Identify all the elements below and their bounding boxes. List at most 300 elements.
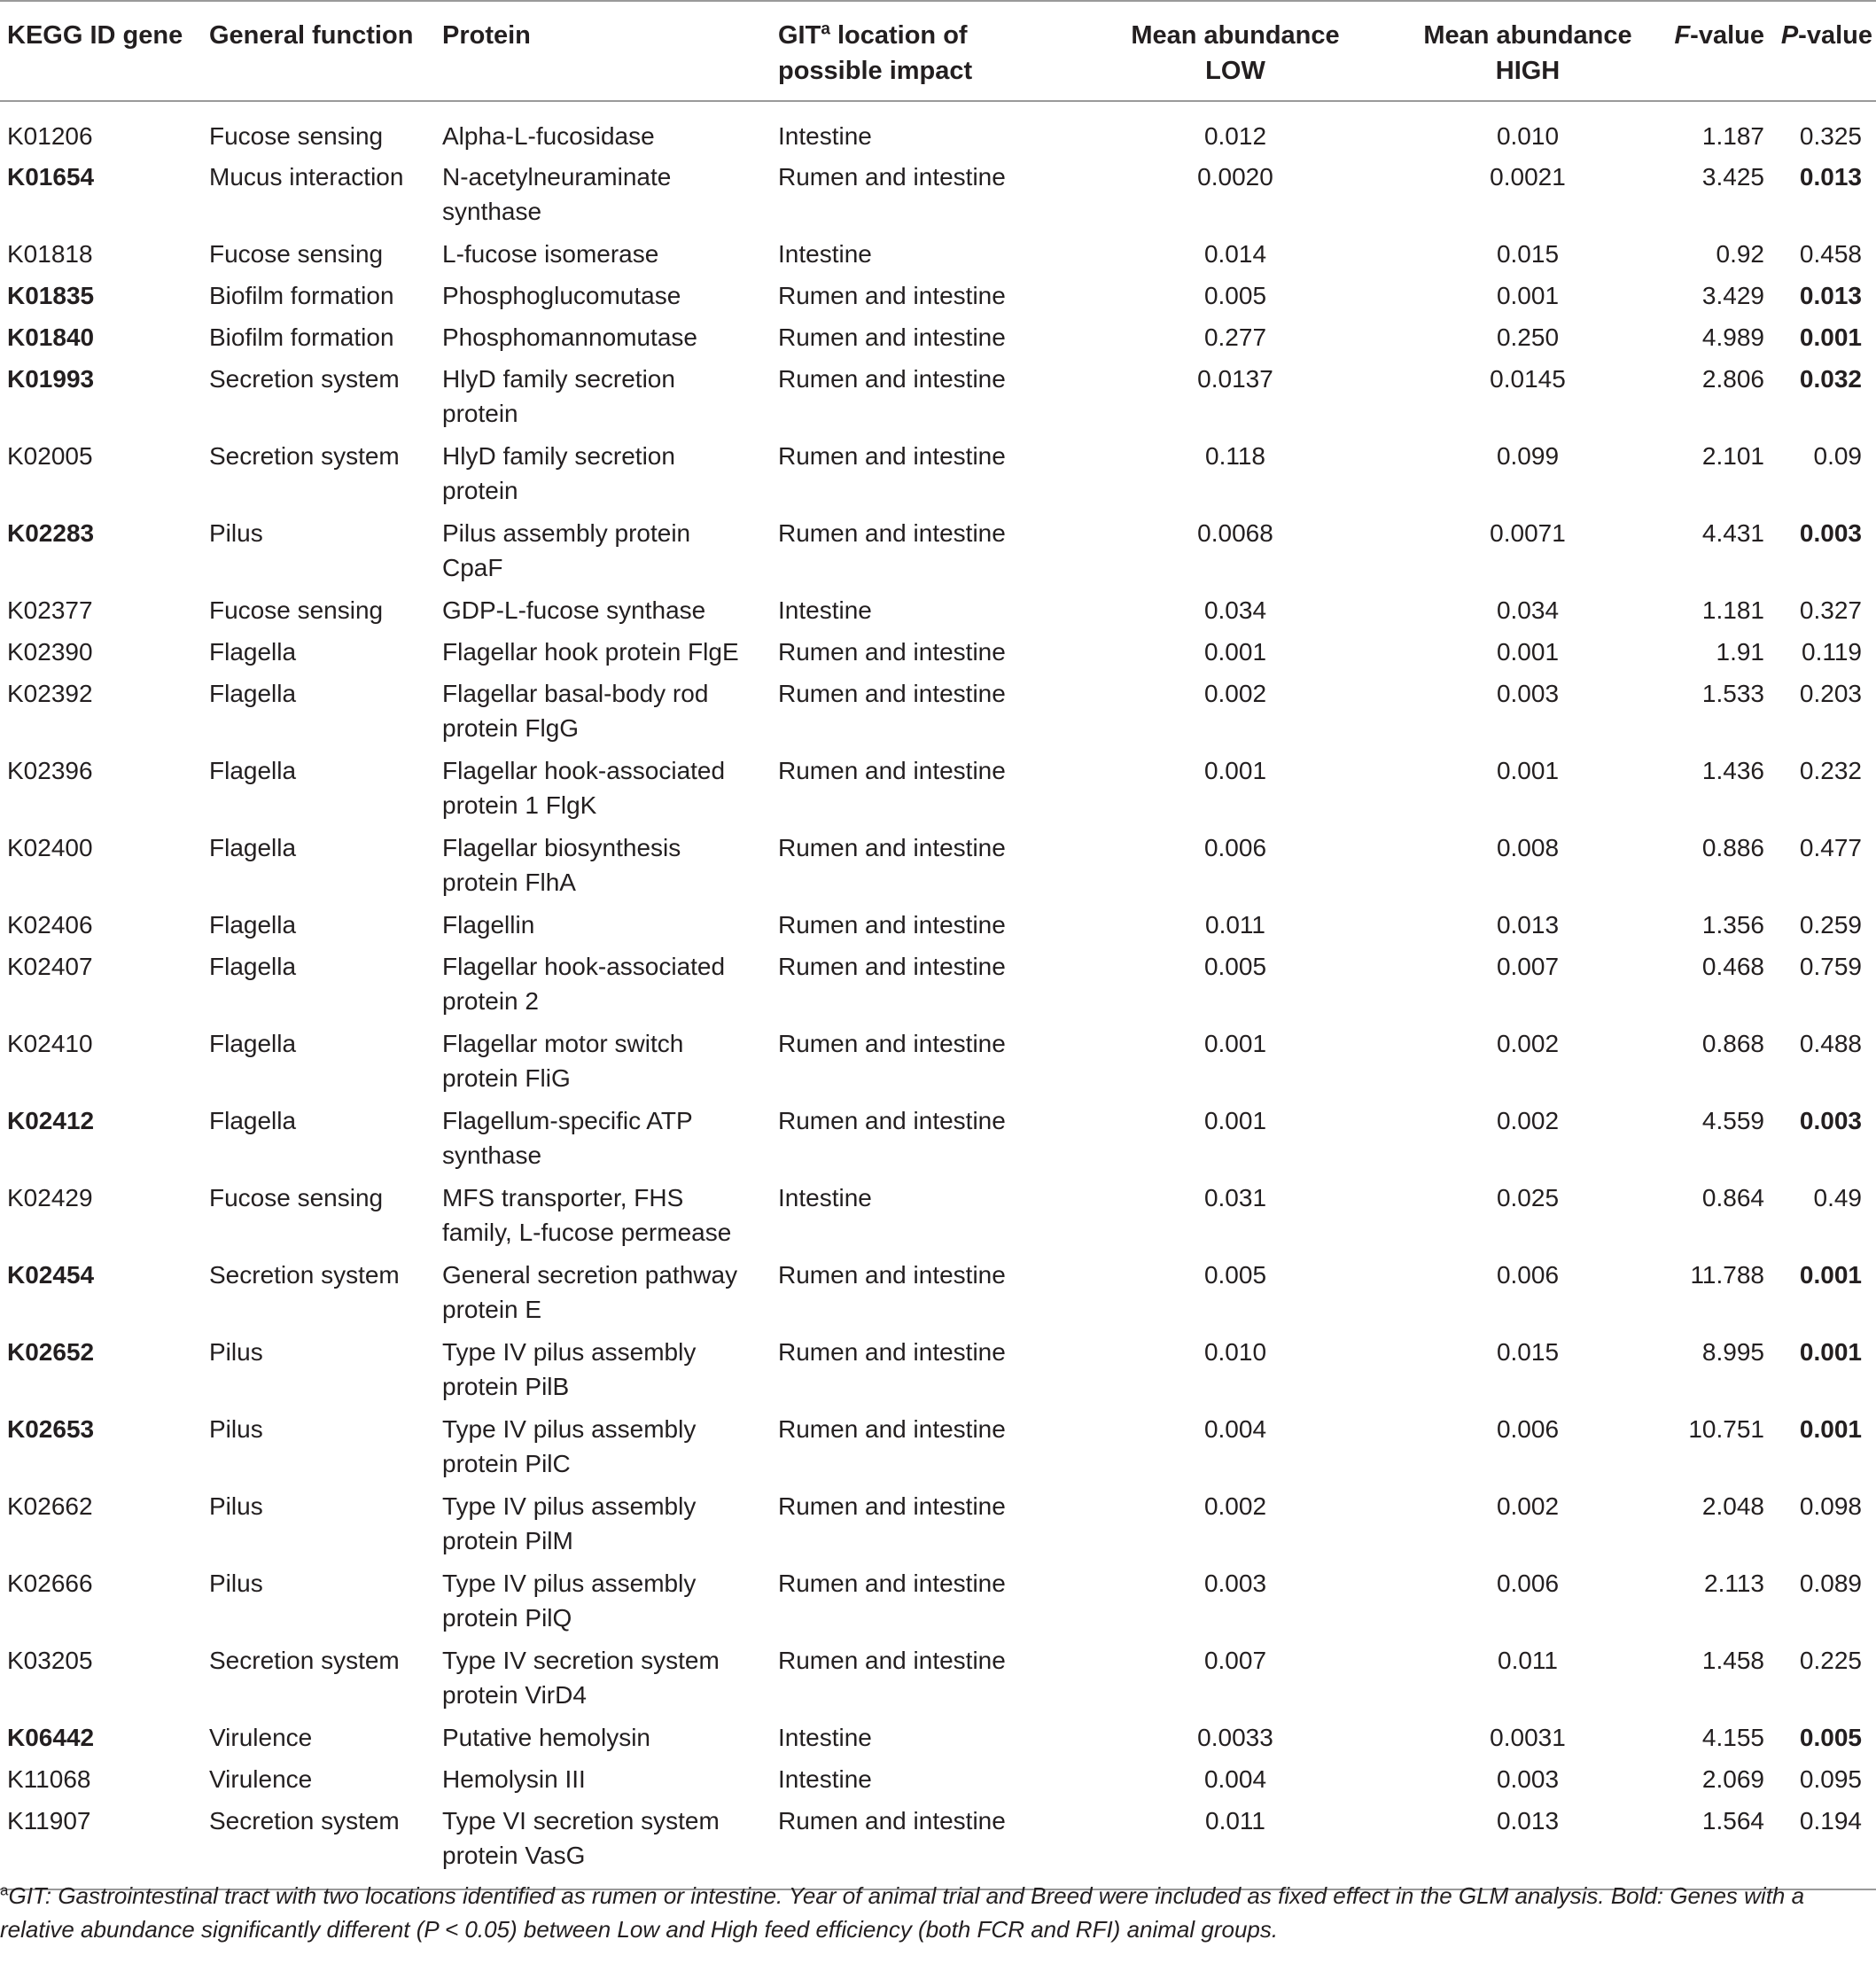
cell-p-value: 0.013 [1799, 163, 1862, 191]
protein-name-line: protein FliG [442, 1064, 571, 1092]
cell-kegg-id: K01206 [7, 122, 93, 150]
protein-name-line: HlyD family secretion [442, 365, 675, 393]
cell-mean-high: 0.002 [1496, 1107, 1560, 1134]
header-high-line2: HIGH [1495, 57, 1561, 85]
protein-name-line: protein PilQ [442, 1604, 572, 1632]
cell-mean-high: 0.006 [1496, 1261, 1560, 1289]
cell-kegg-id: K02400 [7, 834, 93, 861]
cell-protein [435, 516, 771, 593]
header-general-function [202, 1, 435, 101]
protein-name-line: Flagellar hook-associated [442, 953, 726, 980]
cell-f-value: 1.564 [1701, 1807, 1764, 1834]
table-row [0, 1026, 1876, 1103]
cell-mean-low: 0.014 [1203, 240, 1267, 268]
cell-kegg-id: K11907 [7, 1807, 91, 1834]
cell-mean-high: 0.013 [1496, 911, 1560, 939]
cell-f-value: 4.559 [1701, 1107, 1764, 1134]
cell-general-function: Secretion system [209, 442, 400, 470]
cell-protein [435, 1258, 771, 1335]
cell-kegg-id: K01654 [7, 163, 95, 191]
cell-general-function: Secretion system [209, 365, 400, 393]
cell-mean-high: 0.001 [1496, 282, 1560, 309]
header-low-line2: LOW [1205, 57, 1265, 85]
protein-name-line: protein FlhA [442, 869, 576, 896]
table-row [0, 320, 1876, 362]
protein-name-line: Type IV secretion system [442, 1647, 720, 1674]
table-row [0, 439, 1876, 516]
protein-name-line: Flagellin [442, 911, 535, 939]
cell-p-value: 0.194 [1799, 1807, 1862, 1834]
cell-mean-high: 0.013 [1496, 1807, 1560, 1834]
cell-general-function: Pilus [209, 1570, 263, 1597]
cell-p-value: 0.095 [1799, 1765, 1862, 1793]
cell-kegg-id: K02406 [7, 911, 93, 939]
header-p-value [1780, 1, 1876, 101]
table-row [0, 1803, 1876, 1889]
cell-protein [435, 907, 771, 949]
cell-general-function: Fucose sensing [209, 122, 384, 150]
cell-mean-high: 0.011 [1498, 1647, 1558, 1674]
cell-mean-high: 0.001 [1496, 638, 1560, 666]
cell-general-function: Mucus interaction [209, 163, 404, 191]
cell-p-value: 0.203 [1799, 680, 1862, 707]
table-row [0, 1180, 1876, 1258]
cell-general-function: Flagella [209, 1107, 297, 1134]
protein-name-line: HlyD family secretion [442, 442, 675, 470]
cell-protein [435, 1180, 771, 1258]
cell-mean-high: 0.003 [1496, 1765, 1560, 1793]
header-kegg-id-text: KEGG ID gene [7, 21, 183, 50]
cell-git-location: Rumen and intestine [778, 1647, 1006, 1674]
protein-name-line: protein PilB [442, 1373, 570, 1400]
table-row [0, 949, 1876, 1026]
cell-mean-low: 0.005 [1203, 953, 1267, 980]
cell-kegg-id: K02653 [7, 1415, 95, 1443]
protein-name-line: Type IV pilus assembly [442, 1492, 697, 1520]
table-row [0, 830, 1876, 907]
cell-git-location: Rumen and intestine [778, 1492, 1006, 1520]
table-row [0, 1566, 1876, 1643]
cell-mean-low: 0.004 [1203, 1415, 1267, 1443]
table-row [0, 676, 1876, 753]
cell-general-function: Biofilm formation [209, 323, 394, 351]
cell-mean-low: 0.277 [1203, 323, 1267, 351]
cell-mean-high: 0.007 [1496, 953, 1560, 980]
header-mean-high [1382, 1, 1674, 101]
table-footnote [0, 1879, 1872, 1946]
cell-git-location: Rumen and intestine [778, 163, 1006, 191]
header-protein [435, 1, 771, 101]
header-p-italic: P [1780, 21, 1799, 50]
cell-general-function: Flagella [209, 834, 297, 861]
cell-f-value: 3.425 [1701, 163, 1764, 191]
cell-general-function: Flagella [209, 1030, 297, 1057]
header-kegg-id [0, 1, 202, 101]
cell-f-value: 2.048 [1701, 1492, 1764, 1520]
protein-name-line: Type IV pilus assembly [442, 1338, 697, 1366]
cell-git-location: Intestine [778, 1184, 872, 1211]
cell-f-value: 4.431 [1701, 519, 1764, 547]
protein-name-line: Pilus assembly protein [442, 519, 691, 547]
cell-p-value: 0.001 [1799, 1415, 1862, 1443]
header-git-line1: location of [829, 21, 968, 50]
protein-name-line: synthase [442, 198, 542, 225]
header-git-line2: possible impact [778, 57, 973, 85]
table-row [0, 1489, 1876, 1566]
table-row [0, 101, 1876, 160]
cell-mean-low: 0.0020 [1197, 163, 1273, 191]
protein-name-line: Hemolysin III [442, 1765, 586, 1793]
cell-protein [435, 1720, 771, 1762]
cell-protein [435, 949, 771, 1026]
header-mean-low [1089, 1, 1382, 101]
header-git-superscript: a [821, 19, 830, 39]
header-function-text: General function [209, 21, 414, 50]
cell-mean-high: 0.250 [1496, 323, 1560, 351]
cell-f-value: 0.886 [1701, 834, 1764, 861]
table-header [0, 1, 1876, 101]
table-row [0, 362, 1876, 439]
table-row [0, 907, 1876, 949]
cell-general-function: Flagella [209, 911, 297, 939]
header-row [0, 1, 1876, 101]
cell-git-location: Rumen and intestine [778, 442, 1006, 470]
cell-git-location: Rumen and intestine [778, 680, 1006, 707]
protein-name-line: N-acetylneuraminate [442, 163, 672, 191]
cell-p-value: 0.089 [1799, 1570, 1862, 1597]
cell-mean-low: 0.0137 [1197, 365, 1273, 393]
cell-mean-high: 0.015 [1496, 240, 1560, 268]
cell-general-function: Fucose sensing [209, 240, 384, 268]
cell-kegg-id: K01993 [7, 365, 95, 393]
cell-mean-high: 0.025 [1496, 1184, 1560, 1211]
cell-protein [435, 101, 771, 160]
table-row [0, 593, 1876, 635]
cell-git-location: Rumen and intestine [778, 1338, 1006, 1366]
protein-name-line: protein [442, 477, 518, 504]
protein-name-line: Putative hemolysin [442, 1724, 651, 1751]
cell-git-location: Rumen and intestine [778, 638, 1006, 666]
cell-git-location: Rumen and intestine [778, 757, 1006, 784]
cell-protein [435, 593, 771, 635]
cell-git-location: Rumen and intestine [778, 1570, 1006, 1597]
cell-kegg-id: K02429 [7, 1184, 93, 1211]
cell-mean-low: 0.034 [1203, 596, 1267, 624]
cell-p-value: 0.759 [1799, 953, 1862, 980]
protein-name-line: protein 2 [442, 987, 539, 1015]
table-row [0, 237, 1876, 278]
cell-general-function: Secretion system [209, 1647, 400, 1674]
cell-f-value: 0.92 [1716, 240, 1764, 268]
cell-p-value: 0.119 [1802, 638, 1862, 666]
cell-git-location: Intestine [778, 122, 872, 150]
table-row [0, 635, 1876, 676]
header-f-rest: -value [1690, 21, 1764, 50]
cell-mean-low: 0.003 [1203, 1570, 1267, 1597]
table-body [0, 101, 1876, 1889]
table-row [0, 160, 1876, 237]
protein-name-line: Flagellar hook protein FlgE [442, 638, 739, 666]
cell-mean-low: 0.002 [1203, 680, 1267, 707]
protein-name-line: General secretion pathway [442, 1261, 738, 1289]
protein-name-line: protein PilC [442, 1450, 571, 1477]
table-row [0, 1103, 1876, 1180]
cell-git-location: Rumen and intestine [778, 323, 1006, 351]
cell-protein [435, 1103, 771, 1180]
header-low-line1: Mean abundance [1131, 21, 1340, 50]
cell-general-function: Secretion system [209, 1261, 400, 1289]
protein-name-line: Alpha-L-fucosidase [442, 122, 655, 150]
cell-general-function: Fucose sensing [209, 596, 384, 624]
cell-protein [435, 753, 771, 830]
cell-p-value: 0.001 [1799, 1338, 1862, 1366]
footnote-text: GIT: Gastrointestinal tract with two locations identified as rumen or intestine. Year of animal trial and Breed were included as fixed effect in the GLM analysis. Bold: Genes with a relative abundance significantly different (P < 0.05) between Low and High feed efficiency (both FCR and RFI) animal groups. [0, 1882, 1805, 1943]
cell-kegg-id: K02377 [7, 596, 93, 624]
cell-mean-low: 0.0033 [1197, 1724, 1273, 1751]
protein-name-line: Type VI secretion system [442, 1807, 720, 1834]
table-row [0, 516, 1876, 593]
protein-name-line: Type IV pilus assembly [442, 1415, 697, 1443]
cell-git-location: Rumen and intestine [778, 1807, 1006, 1834]
protein-name-line: protein FlgG [442, 714, 580, 742]
protein-name-line: Flagellar motor switch [442, 1030, 684, 1057]
cell-p-value: 0.488 [1799, 1030, 1862, 1057]
cell-general-function: Secretion system [209, 1807, 400, 1834]
cell-p-value: 0.327 [1799, 596, 1862, 624]
header-f-value [1674, 1, 1780, 101]
protein-name-line: Flagellum-specific ATP [442, 1107, 693, 1134]
header-git-prefix: GIT [778, 21, 821, 50]
cell-f-value: 1.458 [1701, 1647, 1764, 1674]
cell-mean-low: 0.005 [1203, 1261, 1267, 1289]
cell-general-function: Flagella [209, 953, 297, 980]
protein-name-line: GDP-L-fucose synthase [442, 596, 706, 624]
cell-git-location: Rumen and intestine [778, 1107, 1006, 1134]
cell-p-value: 0.003 [1799, 1107, 1862, 1134]
table-row [0, 1258, 1876, 1335]
cell-mean-high: 0.099 [1496, 442, 1560, 470]
cell-mean-high: 0.034 [1496, 596, 1560, 624]
cell-protein [435, 1412, 771, 1489]
cell-general-function: Fucose sensing [209, 1184, 384, 1211]
cell-protein [435, 830, 771, 907]
cell-git-location: Rumen and intestine [778, 911, 1006, 939]
cell-kegg-id: K02666 [7, 1570, 93, 1597]
footnote-superscript: a [0, 1881, 9, 1899]
cell-git-location: Rumen and intestine [778, 834, 1006, 861]
cell-mean-low: 0.012 [1203, 122, 1267, 150]
cell-mean-high: 0.0145 [1490, 365, 1566, 393]
cell-git-location: Rumen and intestine [778, 1030, 1006, 1057]
cell-general-function: Virulence [209, 1724, 313, 1751]
cell-git-location: Intestine [778, 596, 872, 624]
cell-f-value: 4.155 [1701, 1724, 1764, 1751]
cell-f-value: 11.788 [1690, 1261, 1764, 1289]
cell-kegg-id: K02652 [7, 1338, 95, 1366]
header-p-rest: -value [1798, 21, 1872, 50]
cell-general-function: Pilus [209, 1338, 263, 1366]
cell-f-value: 0.468 [1701, 953, 1764, 980]
protein-name-line: family, L-fucose permease [442, 1219, 732, 1246]
cell-mean-high: 0.010 [1496, 122, 1560, 150]
protein-name-line: MFS transporter, FHS [442, 1184, 684, 1211]
cell-general-function: Flagella [209, 638, 297, 666]
cell-kegg-id: K06442 [7, 1724, 95, 1751]
cell-kegg-id: K02283 [7, 519, 95, 547]
protein-name-line: Flagellar basal-body rod [442, 680, 709, 707]
cell-p-value: 0.259 [1799, 911, 1862, 939]
cell-mean-high: 0.006 [1496, 1570, 1560, 1597]
cell-mean-high: 0.002 [1496, 1492, 1560, 1520]
cell-p-value: 0.032 [1799, 365, 1862, 393]
cell-p-value: 0.005 [1799, 1724, 1862, 1751]
cell-git-location: Intestine [778, 1765, 872, 1793]
cell-mean-low: 0.031 [1203, 1184, 1267, 1211]
cell-mean-high: 0.0031 [1490, 1724, 1566, 1751]
table-row [0, 1720, 1876, 1762]
cell-general-function: Flagella [209, 680, 297, 707]
cell-mean-high: 0.015 [1496, 1338, 1560, 1366]
cell-protein [435, 1026, 771, 1103]
cell-general-function: Pilus [209, 1415, 263, 1443]
cell-mean-low: 0.007 [1203, 1647, 1267, 1674]
cell-git-location: Rumen and intestine [778, 953, 1006, 980]
cell-f-value: 1.356 [1701, 911, 1764, 939]
protein-name-line: protein PilM [442, 1527, 573, 1554]
protein-name-line: Type IV pilus assembly [442, 1570, 697, 1597]
cell-mean-high: 0.002 [1496, 1030, 1560, 1057]
cell-protein [435, 635, 771, 676]
cell-kegg-id: K01835 [7, 282, 95, 309]
cell-git-location: Rumen and intestine [778, 365, 1006, 393]
cell-mean-low: 0.001 [1203, 1030, 1267, 1057]
cell-p-value: 0.458 [1799, 240, 1862, 268]
cell-protein [435, 160, 771, 237]
cell-mean-low: 0.010 [1203, 1338, 1267, 1366]
cell-general-function: Pilus [209, 519, 263, 547]
cell-p-value: 0.49 [1813, 1184, 1862, 1211]
table-row [0, 1643, 1876, 1720]
cell-git-location: Rumen and intestine [778, 282, 1006, 309]
cell-protein [435, 1335, 771, 1412]
cell-mean-high: 0.003 [1496, 680, 1560, 707]
cell-mean-low: 0.001 [1203, 1107, 1267, 1134]
cell-f-value: 1.181 [1701, 596, 1764, 624]
cell-mean-high: 0.008 [1496, 834, 1560, 861]
cell-kegg-id: K02454 [7, 1261, 95, 1289]
cell-p-value: 0.09 [1813, 442, 1862, 470]
cell-f-value: 2.101 [1701, 442, 1764, 470]
cell-mean-low: 0.002 [1203, 1492, 1267, 1520]
cell-f-value: 1.533 [1701, 680, 1764, 707]
protein-name-line: Phosphoglucomutase [442, 282, 681, 309]
cell-kegg-id: K02662 [7, 1492, 93, 1520]
cell-protein [435, 1762, 771, 1803]
cell-protein [435, 1489, 771, 1566]
cell-protein [435, 237, 771, 278]
table-row [0, 753, 1876, 830]
cell-kegg-id: K02412 [7, 1107, 95, 1134]
cell-f-value: 4.989 [1701, 323, 1764, 351]
protein-name-line: L-fucose isomerase [442, 240, 659, 268]
cell-f-value: 0.864 [1701, 1184, 1764, 1211]
protein-name-line: Flagellar hook-associated [442, 757, 726, 784]
cell-mean-high: 0.001 [1496, 757, 1560, 784]
cell-protein [435, 362, 771, 439]
cell-f-value: 2.806 [1701, 365, 1764, 393]
header-git-location [771, 1, 1089, 101]
cell-f-value: 8.995 [1701, 1338, 1764, 1366]
cell-kegg-id: K02396 [7, 757, 93, 784]
cell-f-value: 1.436 [1701, 757, 1764, 784]
table-row [0, 1335, 1876, 1412]
cell-mean-low: 0.006 [1203, 834, 1267, 861]
cell-kegg-id: K11068 [7, 1765, 91, 1793]
cell-mean-low: 0.011 [1205, 1807, 1265, 1834]
cell-mean-low: 0.0068 [1197, 519, 1273, 547]
cell-general-function: Virulence [209, 1765, 313, 1793]
cell-mean-high: 0.0021 [1490, 163, 1566, 191]
header-high-line1: Mean abundance [1423, 21, 1632, 50]
cell-kegg-id: K02410 [7, 1030, 93, 1057]
table-row [0, 278, 1876, 320]
cell-mean-high: 0.006 [1496, 1415, 1560, 1443]
cell-f-value: 10.751 [1688, 1415, 1764, 1443]
table-row [0, 1412, 1876, 1489]
cell-f-value: 3.429 [1701, 282, 1764, 309]
cell-mean-low: 0.005 [1203, 282, 1267, 309]
cell-p-value: 0.003 [1799, 519, 1862, 547]
cell-f-value: 0.868 [1701, 1030, 1764, 1057]
cell-mean-low: 0.011 [1205, 911, 1265, 939]
cell-kegg-id: K01818 [7, 240, 93, 268]
cell-general-function: Pilus [209, 1492, 263, 1520]
protein-name-line: protein E [442, 1296, 542, 1323]
protein-name-line: protein VasG [442, 1842, 586, 1869]
cell-protein [435, 1566, 771, 1643]
protein-name-line: protein [442, 400, 518, 427]
cell-protein [435, 278, 771, 320]
cell-p-value: 0.477 [1799, 834, 1862, 861]
header-f-italic: F [1674, 21, 1691, 50]
cell-f-value: 1.91 [1716, 638, 1764, 666]
cell-p-value: 0.001 [1799, 1261, 1862, 1289]
protein-name-line: CpaF [442, 554, 503, 581]
cell-p-value: 0.225 [1799, 1647, 1862, 1674]
cell-protein [435, 439, 771, 516]
cell-git-location: Intestine [778, 1724, 872, 1751]
cell-mean-low: 0.004 [1203, 1765, 1267, 1793]
cell-protein [435, 676, 771, 753]
cell-mean-low: 0.118 [1205, 442, 1265, 470]
cell-general-function: Flagella [209, 757, 297, 784]
cell-p-value: 0.232 [1799, 757, 1862, 784]
table-row [0, 1762, 1876, 1803]
cell-f-value: 2.069 [1701, 1765, 1764, 1793]
protein-name-line: Flagellar biosynthesis [442, 834, 681, 861]
cell-p-value: 0.001 [1799, 323, 1862, 351]
protein-name-line: protein 1 FlgK [442, 791, 597, 819]
cell-git-location: Rumen and intestine [778, 1415, 1006, 1443]
cell-protein [435, 1643, 771, 1720]
cell-f-value: 2.113 [1704, 1570, 1764, 1597]
cell-mean-high: 0.0071 [1490, 519, 1566, 547]
cell-kegg-id: K02390 [7, 638, 93, 666]
protein-name-line: protein VirD4 [442, 1681, 587, 1709]
cell-kegg-id: K03205 [7, 1647, 93, 1674]
cell-p-value: 0.013 [1799, 282, 1862, 309]
protein-name-line: Phosphomannomutase [442, 323, 697, 351]
